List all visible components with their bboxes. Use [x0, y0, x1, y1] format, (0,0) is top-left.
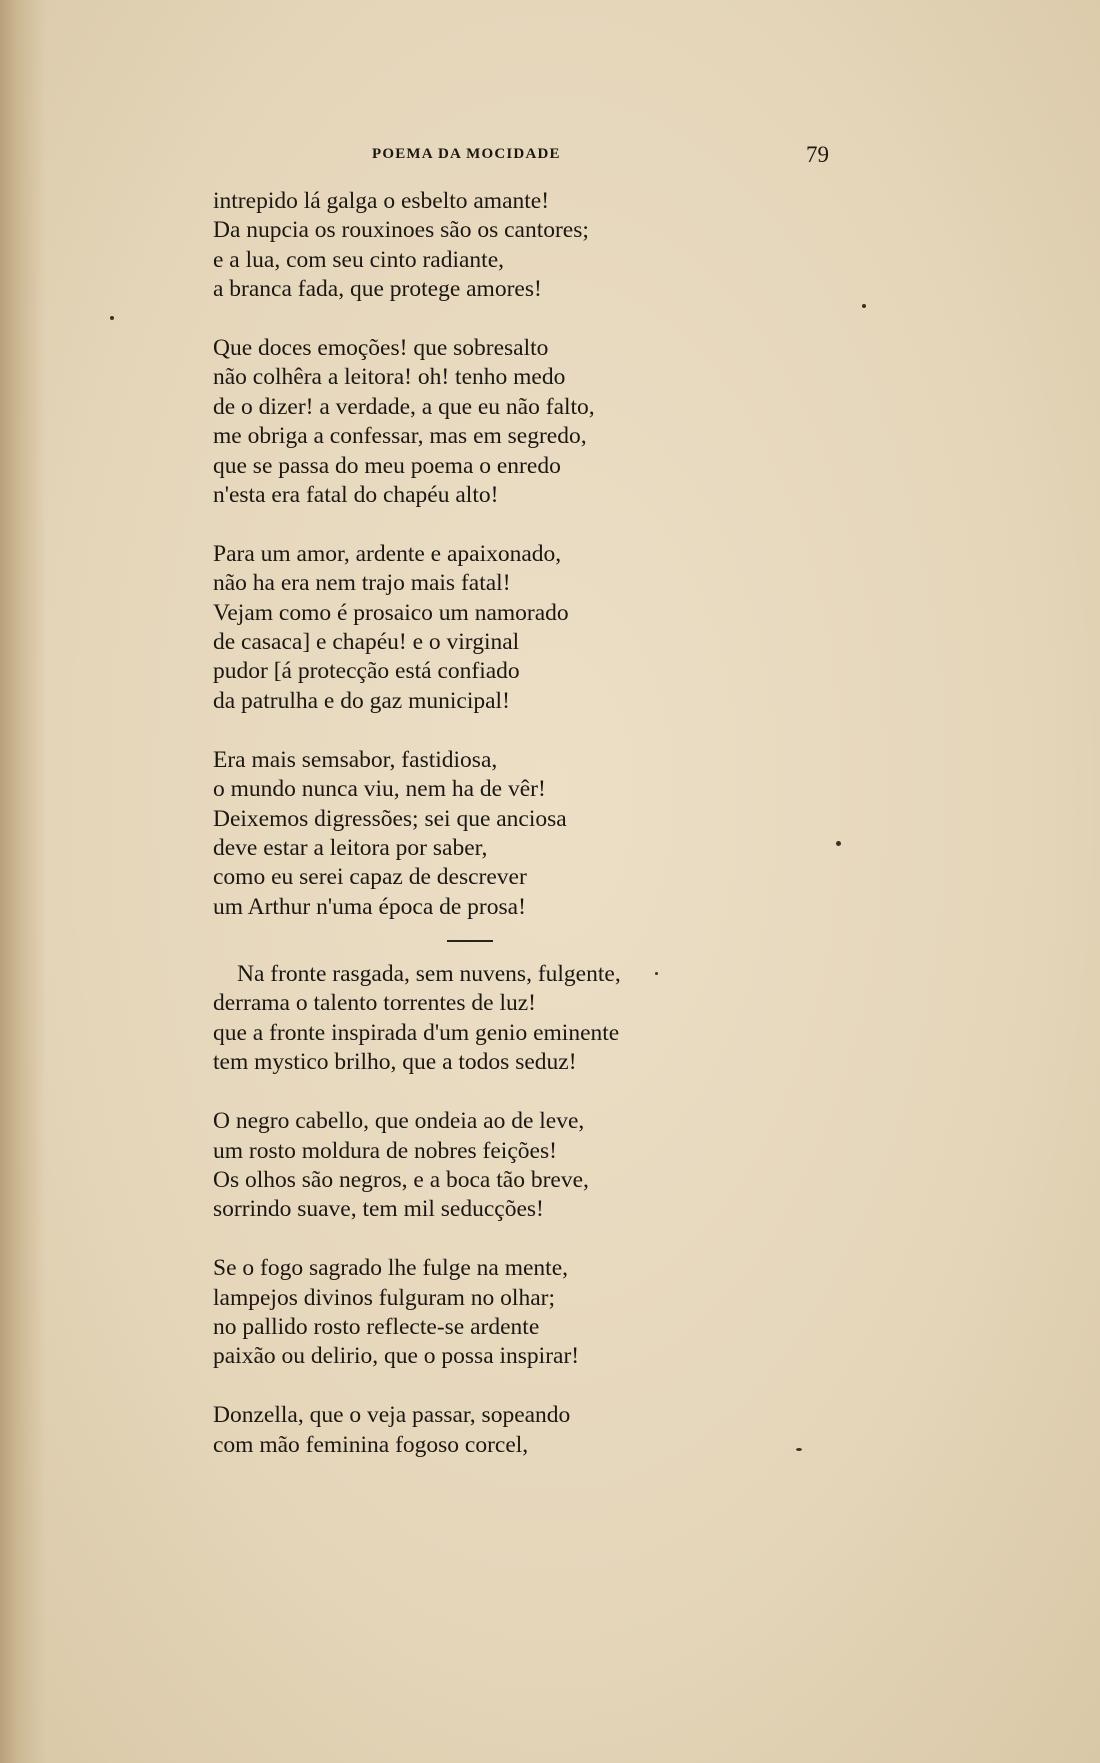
verse-line: intrepido lá galga o esbelto amante!: [213, 188, 550, 214]
running-title: POEMA DA MOCIDADE: [372, 146, 561, 162]
verse-line: Deixemos digressões; sei que anciosa: [213, 805, 567, 832]
verse-line: sorrindo suave, tem mil seducções!: [213, 1196, 544, 1223]
poem-section-two: [213, 960, 733, 1460]
stanza: [213, 187, 733, 305]
verse-line: com mão feminina fogoso corcel,: [213, 1431, 529, 1458]
verse-line: Se o fogo sagrado lhe fulge na mente,: [213, 1255, 569, 1282]
verse-line: lampejos divinos fulguram no olhar;: [213, 1284, 556, 1311]
stanza: [213, 540, 733, 716]
verse-line: tem mystico brilho, que a todos seduz!: [213, 1049, 577, 1076]
verse-line: um rosto moldura de nobres feições!: [213, 1137, 557, 1164]
stanza: [213, 334, 733, 510]
verse-line: de o dizer! a verdade, a que eu não falto,: [213, 393, 595, 420]
verse-line: a branca fada, que protege amores!: [213, 276, 542, 303]
verse-line: pudor [á protecção está confiado: [213, 658, 520, 685]
verse-line: paixão ou delirio, que o possa inspirar!: [213, 1343, 580, 1370]
verse-line: como eu serei capaz de descrever: [213, 864, 527, 891]
verse-line: O negro cabello, que ondeia ao de leve,: [213, 1108, 585, 1135]
stanza: [213, 960, 733, 1078]
verse-line: no pallido rosto reflecte-se ardente: [213, 1314, 540, 1340]
verse-line: que se passa do meu poema o enredo: [213, 452, 561, 479]
stanza: [213, 1107, 733, 1225]
verse-line: me obriga a confessar, mas em segredo,: [213, 423, 587, 450]
verse-line: da patrulha e do gaz municipal!: [213, 687, 510, 714]
section-divider: [447, 940, 493, 942]
verse-line: n'esta era fatal do chapéu alto!: [213, 482, 499, 509]
stanza: [213, 746, 733, 922]
verse-line: um Arthur n'uma época de prosa!: [213, 893, 526, 920]
paper-speck: [110, 316, 114, 320]
verse-line: não colhêra a leitora! oh! tenho medo: [213, 364, 566, 391]
verse-line: não ha era nem trajo mais fatal!: [213, 570, 511, 597]
paper-speck: [862, 304, 866, 308]
verse-line: Para um amor, ardente e apaixonado,: [213, 540, 562, 567]
stanza: [213, 1401, 733, 1460]
verse-line: e a lua, com seu cinto radiante,: [213, 246, 505, 273]
verse-line: Que doces emoções! que sobresalto: [213, 335, 549, 362]
poem-text: [213, 187, 733, 1460]
page-number: 79: [806, 142, 829, 167]
verse-line: Da nupcia os rouxinoes são os cantores;: [213, 217, 589, 244]
verse-line: o mundo nunca viu, nem ha de vêr!: [213, 776, 546, 803]
paper-speck: [836, 841, 841, 846]
verse-line: de casaca] e chapéu! e o virginal: [213, 629, 520, 656]
page-gutter-shadow: [0, 0, 46, 1763]
verse-line: Os olhos são negros, e a boca tão breve,: [213, 1166, 589, 1193]
verse-line: Na fronte rasgada, sem nuvens, fulgente,: [237, 961, 621, 988]
verse-line: Vejam como é prosaico um namorado: [213, 599, 569, 626]
verse-line: Donzella, que o veja passar, sopeando: [213, 1402, 571, 1429]
paper-speck: [796, 1448, 802, 1451]
verse-line: derrama o talento torrentes de luz!: [213, 990, 536, 1017]
verse-line: que a fronte inspirada d'um genio eminente: [213, 1019, 620, 1046]
stanza: [213, 1254, 733, 1372]
verse-line: Era mais semsabor, fastidiosa,: [213, 746, 498, 773]
paper-speck: [655, 972, 658, 975]
poem-section-one: [213, 187, 733, 922]
verse-line: deve estar a leitora por saber,: [213, 834, 488, 861]
